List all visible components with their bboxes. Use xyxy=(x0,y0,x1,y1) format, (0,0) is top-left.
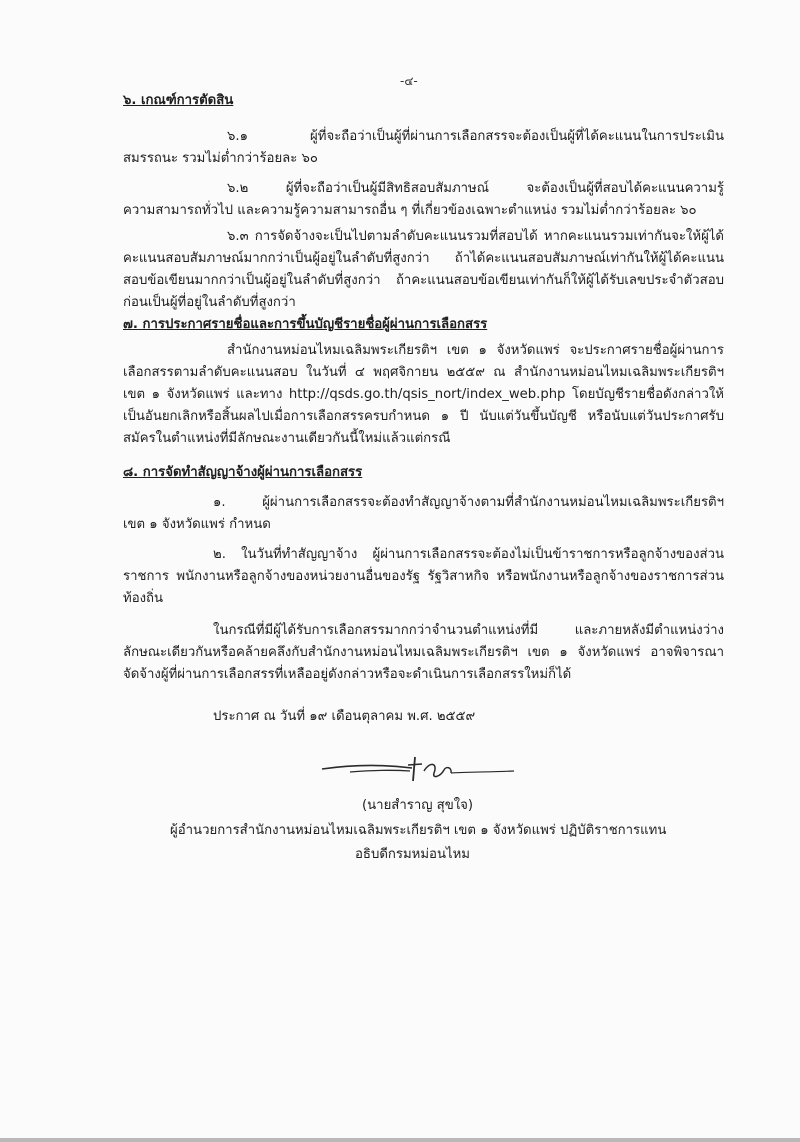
signer-title-line1: ผู้อำนวยการสำนักงานหม่อนไหมเฉลิมพระเกียรติฯ เขต ๑ จังหวัดแพร่ ปฏิบัติราชการแทน xyxy=(170,823,667,838)
section6-p2-line2: ความสามารถทั่วไป และความรู้ความสามารถอื่น ๆ ที่เกี่ยวข้องเฉพาะตำแหน่ง รวมไม่ต่ำกว่าร้อยละ ๖๐ xyxy=(123,203,697,218)
section7-line3: เขต ๑ จังหวัดแพร่ และทาง http://qsds.go.th/qsis_nort/index_web.php โดยบัญชีรายชื่อดังกล่าวให้ xyxy=(123,387,724,402)
section6-heading: ๖. เกณฑ์การตัดสิน xyxy=(123,93,234,108)
signer-title-line2: อธิบดีกรมหม่อนไหม xyxy=(355,847,471,862)
section6-p3-line1: ๖.๓ การจัดจ้างจะเป็นไปตามลำดับคะแนนรวมที่สอบได้ หากคะแนนรวมเท่ากันจะให้ผู้ได้ xyxy=(227,229,724,244)
section8-p2-line2: ราชการ พนักงานหรือลูกจ้างของหน่วยงานอื่นของรัฐ รัฐวิสาหกิจ หรือพนักงานหรือลูกจ้างของราชการส่วน xyxy=(123,569,724,584)
section8-p2-line1: ๒. ในวันที่ทำสัญญาจ้าง ผู้ผ่านการเลือกสรรจะต้องไม่เป็นข้าราชการหรือลูกจ้างของส่วน xyxy=(213,547,724,562)
section7-line2: เลือกสรรตามลำดับคะแนนสอบ ในวันที่ ๔ พฤศจิกายน ๒๕๕๙ ณ สำนักงานหม่อนไหมเฉลิมพระเกียรติฯ xyxy=(123,365,724,380)
section7-line4: เป็นอันยกเลิกหรือสิ้นผลไปเมื่อการเลือกสรรครบกำหนด ๑ ปี นับแต่วันขึ้นบัญชี หรือนับแต่วันประกาศรับ xyxy=(123,409,724,424)
section7-line5: สมัครในตำแหน่งที่มีลักษณะงานเดียวกันนี้ใหม่แล้วแต่กรณี xyxy=(123,431,451,446)
section7-line1: สำนักงานหม่อนไหมเฉลิมพระเกียรติฯ เขต ๑ จังหวัดแพร่ จะประกาศรายชื่อผู้ผ่านการ xyxy=(227,343,724,358)
section8-p3-line1: ในกรณีที่มีผู้ได้รับการเลือกสรรมากกว่าจำนวนตำแหน่งที่มี และภายหลังมีตำแหน่งว่าง xyxy=(213,623,724,638)
section6-p2-line1: ๖.๒ ผู้ที่จะถือว่าเป็นผู้มีสิทธิสอบสัมภาษณ์ จะต้องเป็นผู้ที่สอบได้คะแนนความรู้ xyxy=(227,181,724,196)
section8-p3-line3: จัดจ้างผู้ที่ผ่านการเลือกสรรที่เหลืออยู่ดังกล่าวหรือจะดำเนินการเลือกสรรใหม่ก็ได้ xyxy=(123,667,572,682)
page-number: -๔- xyxy=(400,74,418,88)
announce-date: ประกาศ ณ วันที่ ๑๙ เดือนตุลาคม พ.ศ. ๒๕๕๙ xyxy=(213,709,476,724)
section7-heading: ๗. การประกาศรายชื่อและการขึ้นบัญชีรายชื่อผู้ผ่านการเลือกสรร xyxy=(123,317,488,332)
section8-p3-line2: ลักษณะเดียวกันหรือคล้ายคลึงกับสำนักงานหม่อนไหมเฉลิมพระเกียรติฯ เขต ๑ จังหวัดแพร่ อาจพิจารณา xyxy=(123,645,724,660)
section8-heading: ๘. การจัดทำสัญญาจ้างผู้ผ่านการเลือกสรร xyxy=(123,465,363,480)
signer-name: (นายสำราญ สุขใจ) xyxy=(362,798,474,813)
section6-p1-line2: สมรรถนะ รวมไม่ต่ำกว่าร้อยละ ๖๐ xyxy=(123,151,318,166)
section6-p3-line2: คะแนนสอบสัมภาษณ์มากกว่าเป็นผู้อยู่ในลำดับที่สูงกว่า ถ้าได้คะแนนสอบสัมภาษณ์เท่ากันให้ผู้ได้คะแนน xyxy=(123,251,724,266)
section6-p1-line1: ๖.๑ ผู้ที่จะถือว่าเป็นผู้ที่ผ่านการเลือกสรรจะต้องเป็นผู้ที่ได้คะแนนในการประเมิน xyxy=(227,129,724,144)
section8-p2-line3: ท้องถิ่น xyxy=(123,591,164,606)
section8-p1-line2: เขต ๑ จังหวัดแพร่ กำหนด xyxy=(123,517,271,532)
section8-p1-line1: ๑. ผู้ผ่านการเลือกสรรจะต้องทำสัญญาจ้างตามที่สำนักงานหม่อนไหมเฉลิมพระเกียรติฯ xyxy=(213,495,724,510)
section6-p3-line4: ก่อนเป็นผู้ที่อยู่ในลำดับที่สูงกว่า xyxy=(123,295,296,310)
signature-image xyxy=(320,755,520,785)
section6-p3-line3: สอบข้อเขียนมากกว่าเป็นผู้อยู่ในลำดับที่สูงกว่า ถ้าคะแนนสอบข้อเขียนเท่ากันก็ให้ผู้ได้รับเลขประจำตัวสอบ xyxy=(123,273,724,288)
page-bottom-edge xyxy=(0,1138,800,1142)
